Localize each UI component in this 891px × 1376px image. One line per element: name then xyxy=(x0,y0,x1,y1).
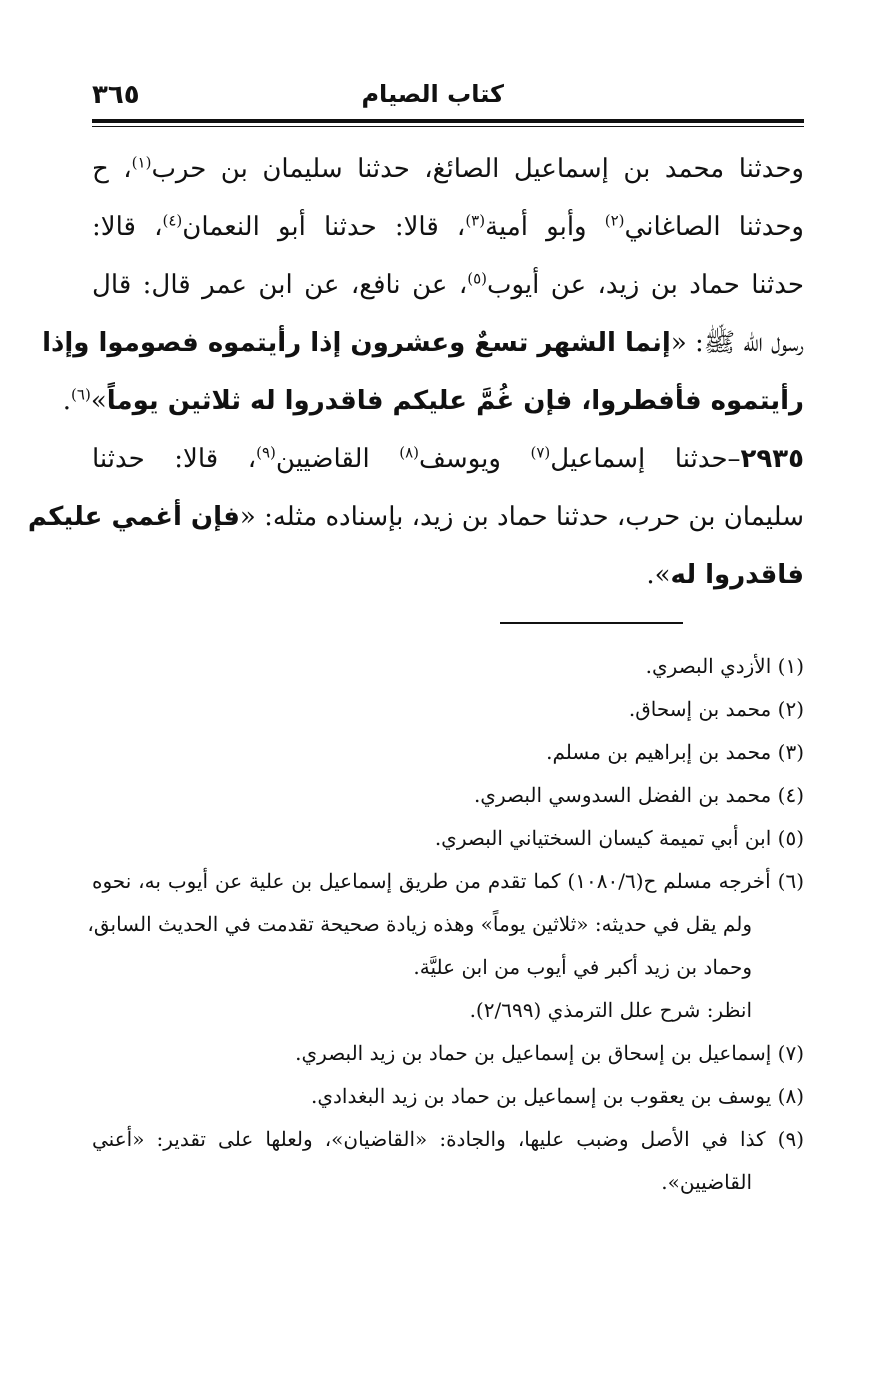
hadith-number: ٢٩٣٥ xyxy=(740,444,805,474)
text-line: وحدثنا الصاغاني$^{(٢)}$ وأبو أمية$^{(٣)}$، قالا: حدثنا أبو النعمان$^{(٤)}$، قالا: xyxy=(92,211,804,242)
text-line: سليمان بن حرب، حدثنا حماد بن زيد، بإسناده مثله: «فإن أغمي عليكم xyxy=(27,502,804,532)
footnote: (١) الأزدي البصري. xyxy=(645,654,804,678)
footnote-ref: (٥) xyxy=(467,269,487,288)
hadith-text: إنما الشهر تسعٌ وعشرون إذا رأيتموه فصوموا وإذا xyxy=(42,328,671,358)
footnote: (٩) كذا في الأصل وضبب عليها، والجادة: «القاضيان»، ولعلها على تقدير: «أعني xyxy=(92,1127,804,1151)
footnote: (٧) إسماعيل بن إسحاق بن إسماعيل بن حماد بن زيد البصري. xyxy=(295,1041,804,1065)
text-line: فاقدروا له». xyxy=(646,560,804,590)
footnotes xyxy=(87,645,804,1204)
footnote-ref: (٦) xyxy=(71,385,91,404)
footnote-ref: (٤) xyxy=(162,211,183,230)
hadith-text: رأيتموه فأفطروا، فإن غُمَّ عليكم فاقدروا له ثلاثين يوماً xyxy=(106,386,804,416)
footnote-ref: (٢) xyxy=(604,211,625,230)
footnote-separator xyxy=(500,622,683,624)
footnote: (٦) أخرجه مسلم ح(١٠٨٠/٦) كما تقدم من طريق إسماعيل بن علية عن أيوب به، نحوه xyxy=(92,869,804,893)
footnote-continuation: انظر: شرح علل الترمذي (٢/٦٩٩). xyxy=(469,998,752,1022)
footnote-ref: (٧) xyxy=(530,443,551,462)
hadith-text: فإن أغمي عليكم xyxy=(27,502,240,532)
text-line: حدثنا حماد بن زيد، عن أيوب$^{(٥)}$، عن نافع، عن ابن عمر قال: قال xyxy=(92,269,805,300)
footnote: (٣) محمد بن إبراهيم بن مسلم. xyxy=(546,740,804,764)
chapter-title: كتاب الصيام xyxy=(361,80,504,108)
header-rule-thin xyxy=(92,126,804,127)
footnote-continuation: القاضيين». xyxy=(661,1170,752,1194)
footnote-continuation: وحماد بن زيد أكبر في أيوب من ابن عليَّة. xyxy=(413,955,752,979)
hadith-text: فاقدروا له xyxy=(670,560,804,590)
footnote: (٤) محمد بن الفضل السدوسي البصري. xyxy=(473,783,804,807)
main-text xyxy=(27,140,805,604)
footnote: (٥) ابن أبي تميمة كيسان السختياني البصري. xyxy=(434,826,804,850)
footnote-ref: (٨) xyxy=(399,443,420,462)
footnote: (٢) محمد بن إسحاق. xyxy=(628,697,804,721)
page-header xyxy=(92,78,804,118)
text-line: ٢٩٣٥–حدثنا إسماعيل$^{(٧)}$ ويوسف$^{(٨)}$ القاضيين$^{(٩)}$، قالا: حدثنا xyxy=(92,443,805,474)
text-line: رأيتموه فأفطروا، فإن غُمَّ عليكم فاقدروا له ثلاثين يوماً»$^{(٦)}$. xyxy=(62,385,804,416)
footnote-ref: (١) xyxy=(131,153,152,172)
footnote-ref: (٣) xyxy=(465,211,486,230)
page-number: ٣٦٥ xyxy=(92,80,140,110)
text-line: رسول الله ﷺ: «إنما الشهر تسعٌ وعشرون إذا رأيتموه فصوموا وإذا xyxy=(42,328,804,358)
footnote-ref: (٩) xyxy=(256,443,276,462)
footnote-continuation: ولم يقل في حديثه: «ثلاثين يوماً» وهذه زيادة صحيحة تقدمت في الحديث السابق، xyxy=(87,912,752,936)
footnote: (٨) يوسف بن يعقوب بن إسماعيل بن حماد بن زيد البغدادي. xyxy=(311,1084,804,1108)
header-rule-thick xyxy=(92,119,804,123)
text-line: وحدثنا محمد بن إسماعيل الصائغ، حدثنا سليمان بن حرب$^{(١)}$، ح xyxy=(92,153,804,184)
